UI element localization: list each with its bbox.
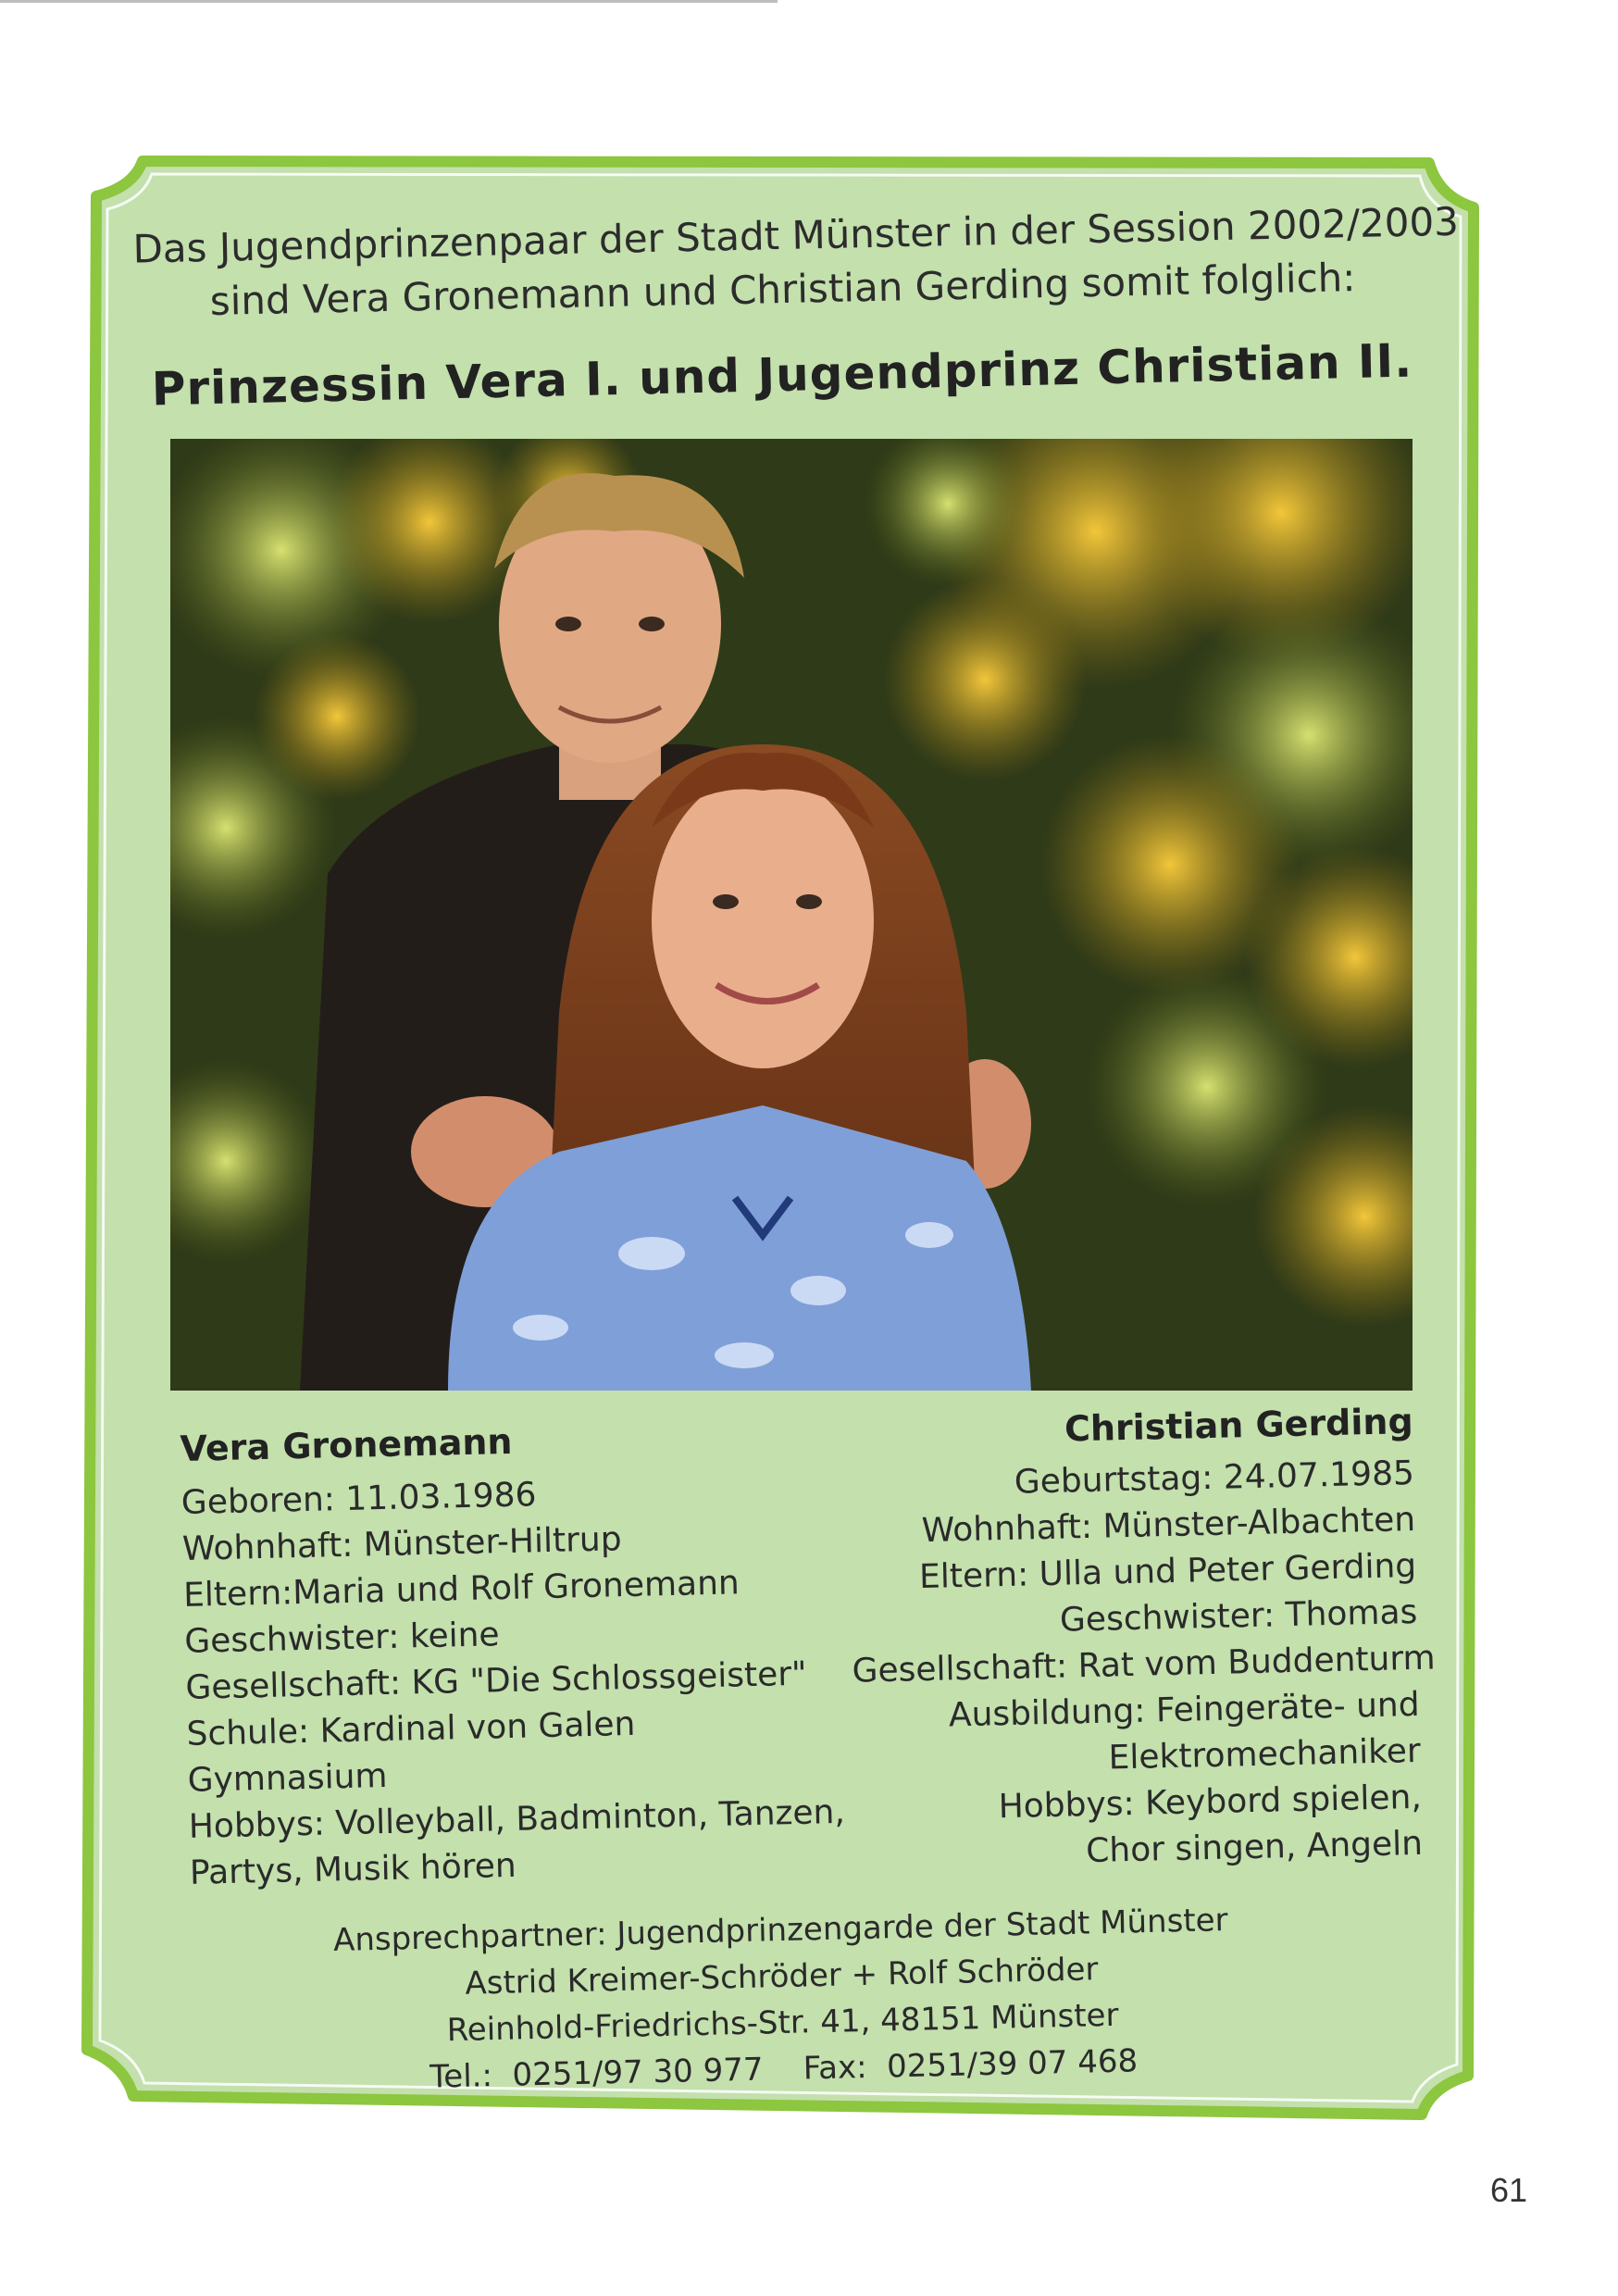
vera-name: Vera Gronemann xyxy=(180,1420,513,1469)
christian-detail: Geschwister: Thomas xyxy=(1059,1592,1418,1640)
page-number: 61 xyxy=(1489,2171,1527,2209)
christian-detail: Geburtstag: 24.07.1985 xyxy=(1014,1454,1415,1502)
intro-text xyxy=(132,195,1460,330)
contact-block xyxy=(261,1895,1303,2103)
photo-illustration xyxy=(170,439,1413,1391)
contact-line: Astrid Kreimer-Schröder + Rolf Schröder xyxy=(465,1951,1099,2003)
christian-name: Christian Gerding xyxy=(1064,1400,1414,1450)
vera-detail: Gesellschaft: KG "Die Schlossgeister" xyxy=(184,1654,808,1707)
green-frame xyxy=(78,143,1487,2148)
couple-photo xyxy=(170,439,1413,1391)
top-rule xyxy=(0,0,778,3)
vera-profile xyxy=(180,1410,856,1897)
christian-detail: Chor singen, Angeln xyxy=(1085,1824,1424,1871)
page-title: Prinzessin Vera I. und Jugendprinz Christian II. xyxy=(151,333,1413,417)
vera-detail: Gymnasium xyxy=(187,1757,388,1800)
intro-line-1: Das Jugendprinzenpaar der Stadt Münster in der Session 2002/2003 xyxy=(132,198,1460,272)
vera-detail: Partys, Musik hören xyxy=(189,1846,517,1892)
christian-detail: Elektromechaniker xyxy=(1108,1731,1422,1778)
vera-detail: Schule: Kardinal von Galen xyxy=(186,1704,636,1753)
christian-detail: Ausbildung: Feingeräte- und xyxy=(948,1685,1421,1735)
vera-detail: Hobbys: Volleyball, Badminton, Tanzen, xyxy=(188,1792,846,1846)
christian-profile xyxy=(846,1397,1437,1880)
vera-detail: Eltern:Maria und Rolf Gronemann xyxy=(182,1564,741,1615)
christian-detail: Gesellschaft: Rat vom Buddenturm xyxy=(852,1639,1437,1691)
christian-detail: Eltern: Ulla und Peter Gerding xyxy=(918,1546,1417,1597)
intro-line-2: sind Vera Gronemann und Christian Gerding somit folglich: xyxy=(209,255,1356,324)
christian-detail: Wohnhaft: Münster-Albachten xyxy=(921,1500,1416,1551)
vera-detail: Geboren: 11.03.1986 xyxy=(180,1476,537,1522)
vera-detail: Wohnhaft: Münster-Hiltrup xyxy=(181,1520,623,1568)
christian-detail: Hobbys: Keybord spielen, xyxy=(998,1778,1423,1827)
vera-detail: Geschwister: keine xyxy=(183,1616,500,1661)
contact-line: Tel.: 0251/97 30 977 Fax: 0251/39 07 468 xyxy=(429,2042,1139,2096)
contact-line: Ansprechpartner: Jugendprinzengarde der Stadt Münster xyxy=(332,1902,1228,1959)
contact-line: Reinhold-Friedrichs-Str. 41, 48151 Münster xyxy=(446,1996,1119,2050)
